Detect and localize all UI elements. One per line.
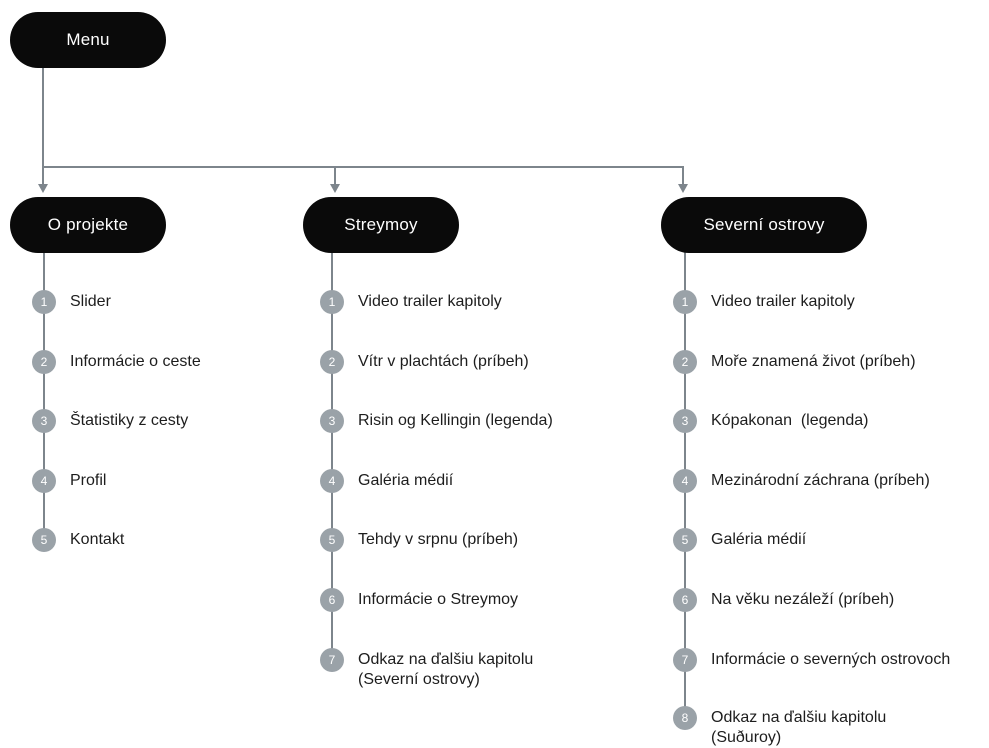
step-number-badge: 1 <box>32 290 56 314</box>
horizontal-connector-line <box>42 166 684 168</box>
step-number-badge: 8 <box>673 706 697 730</box>
list-item-label-line2: (Severní ostrovy) <box>358 671 480 688</box>
menu-root-label: Menu <box>66 30 110 49</box>
column-header-severni-ostrovy[interactable] <box>661 197 867 253</box>
column-header-streymoy[interactable] <box>303 197 459 253</box>
step-number-badge: 5 <box>32 528 56 552</box>
drop-line-col-2 <box>682 166 684 186</box>
list-item[interactable] <box>673 350 916 374</box>
step-number-badge: 2 <box>320 350 344 374</box>
list-item-label: Tehdy v srpnu (príbeh) <box>358 531 519 548</box>
step-number-badge: 4 <box>32 469 56 493</box>
list-item[interactable] <box>320 648 533 690</box>
column-header-label: O projekte <box>47 215 129 234</box>
list-item[interactable] <box>32 528 124 552</box>
list-item[interactable] <box>673 588 894 612</box>
step-number-badge: 3 <box>673 409 697 433</box>
step-number-badge: 7 <box>673 648 697 672</box>
list-item-label <box>711 706 886 748</box>
list-item-label-line1: Odkaz na ďalšiu kapitolu <box>358 651 534 668</box>
list-item[interactable] <box>673 648 950 672</box>
arrow-head-col-0 <box>38 184 48 193</box>
arrow-head-col-1 <box>330 184 340 193</box>
column-header-o-projekte[interactable] <box>10 197 166 253</box>
list-item[interactable] <box>673 469 930 493</box>
list-item[interactable] <box>320 409 553 433</box>
list-item[interactable] <box>673 706 886 748</box>
list-item-label: Informácie o Streymoy <box>358 591 519 608</box>
list-item[interactable] <box>673 290 855 314</box>
list-item-label: Moře znamená život (príbeh) <box>711 353 916 370</box>
step-number-badge: 4 <box>673 469 697 493</box>
step-number-badge: 2 <box>673 350 697 374</box>
column-header-label: Severní ostrovy <box>703 215 825 234</box>
list-item[interactable] <box>32 290 111 314</box>
list-item-label <box>358 648 533 690</box>
list-item-label-line2: (Suðuroy) <box>711 729 782 746</box>
list-item-label: Vítr v plachtách (príbeh) <box>358 353 529 370</box>
step-number-badge: 6 <box>673 588 697 612</box>
root-stem-line <box>42 66 44 168</box>
list-item-label: Galéria médií <box>358 472 454 489</box>
step-number-badge: 3 <box>320 409 344 433</box>
step-number-badge: 6 <box>320 588 344 612</box>
list-item[interactable] <box>320 588 518 612</box>
column-header-label: Streymoy <box>344 215 418 234</box>
list-item-label: Video trailer kapitoly <box>358 293 502 310</box>
arrow-head-col-2 <box>678 184 688 193</box>
list-item-label: Informácie o ceste <box>70 353 201 370</box>
list-item-label: Video trailer kapitoly <box>711 293 855 310</box>
step-number-badge: 2 <box>32 350 56 374</box>
list-item[interactable] <box>320 350 529 374</box>
list-item-label: Mezinárodní záchrana (príbeh) <box>711 472 930 489</box>
list-item-label: Informácie o severných ostrovoch <box>711 651 951 668</box>
list-item-label: Kontakt <box>70 531 125 548</box>
list-item[interactable] <box>32 409 188 433</box>
drop-line-col-1 <box>334 166 336 186</box>
step-number-badge: 4 <box>320 469 344 493</box>
list-item-label: Štatistiky z cesty <box>70 412 189 429</box>
list-item-label: Galéria médií <box>711 531 807 548</box>
menu-root-node[interactable] <box>10 12 166 68</box>
list-item-label: Na věku nezáleží (príbeh) <box>711 591 895 608</box>
list-item[interactable] <box>673 528 806 552</box>
list-item-label-line1: Odkaz na ďalšiu kapitolu <box>711 709 887 726</box>
step-number-badge: 3 <box>32 409 56 433</box>
step-number-badge: 5 <box>320 528 344 552</box>
step-number-badge: 5 <box>673 528 697 552</box>
list-item[interactable] <box>320 528 518 552</box>
list-item[interactable] <box>320 469 453 493</box>
drop-line-col-0 <box>42 166 44 186</box>
step-number-badge: 7 <box>320 648 344 672</box>
list-item[interactable] <box>32 350 201 374</box>
list-item[interactable] <box>673 409 868 433</box>
list-item-label: Profil <box>70 472 107 489</box>
list-item-label: Slider <box>70 293 111 310</box>
list-item[interactable] <box>32 469 106 493</box>
list-item-label: Kópakonan (legenda) <box>711 412 869 429</box>
step-number-badge: 1 <box>320 290 344 314</box>
list-item[interactable] <box>320 290 502 314</box>
step-number-badge: 1 <box>673 290 697 314</box>
list-item-label: Risin og Kellingin (legenda) <box>358 412 553 429</box>
